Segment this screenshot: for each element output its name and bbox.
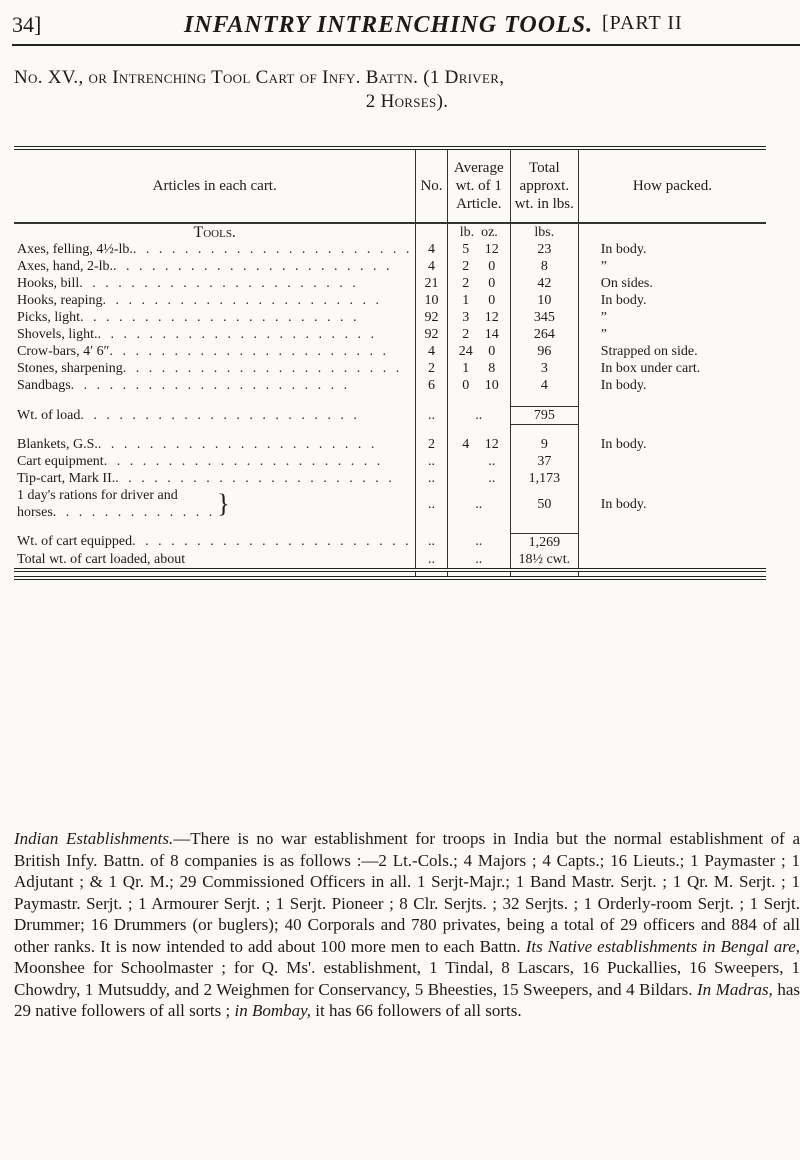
paragraph-bombay: in Bombay,: [234, 1001, 311, 1020]
packed-cell: ”: [578, 258, 766, 275]
average-weight-cell: [447, 343, 510, 360]
cell-text: Axes, hand, 2-lb.: [17, 259, 114, 274]
section-tools-label: Tools.: [193, 224, 236, 241]
cell-text: Picks, light: [17, 310, 81, 325]
article-cell: Hooks, bill . . . . . . . . . . . . . . . . . . . . . .: [17, 276, 359, 291]
cell-text: Blankets, G.S.: [17, 437, 98, 452]
packed-cell: In body.: [578, 377, 766, 394]
cell-text: Hooks, bill: [17, 276, 80, 291]
count-cell: 2: [416, 436, 447, 453]
count-cell: 92: [416, 326, 447, 343]
header-total-weight: Total approxt. wt. in lbs.: [510, 148, 578, 223]
article-cell: Hooks, reaping . . . . . . . . . . . . . . . . . . . . . .: [17, 293, 383, 308]
header-articles: Articles in each cart.: [14, 148, 416, 223]
total-weight-cell: 42: [510, 275, 578, 292]
total-weight-cell: 345: [510, 309, 578, 326]
paragraph-body-3: has 29 native followers of all sorts ;: [14, 979, 800, 1020]
table-row: [14, 258, 766, 275]
total-loaded-weight: 18½ cwt.: [510, 551, 578, 570]
average-weight-cell: [447, 436, 510, 453]
total-weight-cell: 3: [510, 360, 578, 377]
cell-text: Wt. of cart equipped: [17, 534, 133, 550]
count-cell: ..: [416, 453, 447, 470]
running-title: INFANTRY INTRENCHING TOOLS.: [184, 12, 594, 38]
bottom-rule-row: [14, 570, 766, 578]
cell-text: Tip-cart, Mark II.: [17, 471, 116, 486]
wt-cart-equipped-total: 1,269: [510, 533, 578, 551]
table-row: [14, 453, 766, 470]
packed-cell: In box under cart.: [578, 360, 766, 377]
article-cell: Cart equipment . . . . . . . . . . . . . . . . . . . . . .: [17, 454, 384, 469]
title-line-1: No. XV., or Intrenching Tool Cart of Infy. Battn. (1 Driver,: [14, 67, 505, 88]
cart-contents-table: [14, 146, 766, 580]
cell-text: Wt. of load: [17, 407, 81, 423]
table-header-row: [14, 148, 766, 223]
article-cell: Sandbags . . . . . . . . . . . . . . . . . . . . . .: [17, 378, 351, 393]
cell-text: 12: [484, 437, 499, 452]
count-cell: 4: [416, 343, 447, 360]
cell-text: Stones, sharpening: [17, 361, 123, 376]
article-cell: Stones, sharpening . . . . . . . . . . . . . . . . . . . . . .: [17, 361, 403, 376]
packed-cell: In body.: [578, 487, 766, 521]
part-label: [PART II: [602, 12, 683, 34]
packed-cell: Strapped on side.: [578, 343, 766, 360]
count-cell: ..: [416, 487, 447, 521]
table-body: [14, 223, 766, 578]
cell-text: 24: [458, 344, 473, 359]
wt-of-load-total: 795: [510, 406, 578, 424]
packed-cell: [578, 470, 766, 487]
unit-lb: lb.: [459, 225, 475, 240]
paragraph-bengal: Its Native establishments in Bengal are,: [525, 936, 800, 956]
average-weight-cell: [447, 275, 510, 292]
average-weight-cell: [447, 360, 510, 377]
header-no: No.: [416, 148, 447, 223]
total-weight-cell: 50: [510, 487, 578, 521]
cell-text: 14: [484, 327, 499, 342]
cell-text: ..: [488, 454, 496, 469]
average-weight-cell: [447, 258, 510, 275]
paragraph-body-4: it has 66 followers of all sorts.: [311, 1001, 522, 1020]
article-cell: Crow-bars, 4′ 6″ . . . . . . . . . . . . . . . . . . . . . .: [17, 344, 389, 359]
average-weight-cell: ..: [447, 487, 510, 521]
subtotal-row: [14, 533, 766, 551]
cell-text: 5: [462, 242, 470, 257]
unit-oz: oz.: [481, 225, 498, 240]
cell-text: Shovels, light.: [17, 327, 98, 342]
spacer-row: [14, 424, 766, 436]
average-weight-cell: [447, 453, 510, 470]
section-row-tools: [14, 223, 766, 241]
paragraph-body-1: —There is no war establishment for troops in India but the normal establishment of a British Infy. Battn. of 8 companies is as follows :—2 Lt.-Cols.; 4 Majors ; 4 Capts.; 16 Lieuts.; 1 Paymaster ; 1 Adjutant ; & 1 Qr. M.; 29 Commissioned Officers in all. 1 Serjt-Majr.; 1 Band Mastr. Serjt. ; 1 Qr. M. Serjt. ; 1 Paymastr. Serjt. ; 1 Armourer Serjt. ; 1 Serjt. Pioneer ; 8 Clr. Serjts. ; 32 Serjts. ; 1 Orderly-room Serjt. ; 1 Serjt. Drummer; 16 Drummers (or buglers); 40 Corporals and 780 privates, being a total of 29 officers and 884 of all other ranks. It is now intended to add about 100 more men to each Battn.: [14, 829, 800, 956]
total-weight-cell: 264: [510, 326, 578, 343]
article-cell: 1 day's rations for driver and horses . . . . . . . . . . . . . }: [17, 488, 230, 520]
header-rule: [12, 44, 800, 46]
table-row: [14, 377, 766, 394]
article-cell: Total wt. of cart loaded, about: [17, 551, 186, 567]
total-weight-cell: 23: [510, 241, 578, 258]
cell-text: 0: [488, 293, 496, 308]
count-cell: 10: [416, 292, 447, 309]
cell-text: 2: [462, 259, 470, 274]
indian-establishments-paragraph: [14, 828, 800, 1022]
cell-text: 1: [462, 361, 470, 376]
running-header: [12, 6, 800, 46]
units-lb-oz: [447, 223, 510, 241]
table-row: [14, 360, 766, 377]
total-weight-cell: 9: [510, 436, 578, 453]
header-how-packed: How packed.: [578, 148, 766, 223]
cell-text: 12: [484, 242, 499, 257]
cell-text: 1: [462, 293, 470, 308]
total-weight-cell: 10: [510, 292, 578, 309]
packed-cell: In body.: [578, 241, 766, 258]
table-row: [14, 275, 766, 292]
cell-text: horses: [17, 505, 53, 520]
cell-text: Cart equipment: [17, 454, 104, 469]
total-row: [14, 551, 766, 570]
article-cell: Picks, light . . . . . . . . . . . . . . . . . . . . . .: [17, 310, 360, 325]
article-cell: Wt. of load . . . . . . . . . . . . . . . . . . . . . .: [17, 407, 360, 423]
cell-text: 2: [462, 327, 470, 342]
count-cell: 4: [416, 241, 447, 258]
table-row: [14, 309, 766, 326]
average-weight-cell: [447, 470, 510, 487]
cell-text: 3: [462, 310, 470, 325]
spacer-row: [14, 521, 766, 533]
average-weight-cell: [447, 309, 510, 326]
total-weight-cell: 4: [510, 377, 578, 394]
paragraph-heading: Indian Establishments.: [14, 829, 174, 848]
article-cell: Shovels, light. . . . . . . . . . . . . . . . . . . . . . .: [17, 327, 378, 342]
count-cell: 92: [416, 309, 447, 326]
count-cell: 6: [416, 377, 447, 394]
paragraph-body-2: Moonshee for Schoolmaster ; for Q. Ms'. establishment, 1 Tindal, 8 Lascars, 16 Puckallies, 16 Sweepers, 1 Chowdry, 1 Mutsuddy, and 2 Weighmen for Conservancy, 5 Bheesties, 15 Sweepers, and 4 Bildars.: [14, 958, 800, 999]
cell-text: 0: [488, 259, 496, 274]
average-weight-cell: [447, 292, 510, 309]
cell-text: 10: [484, 378, 499, 393]
cell-text: Axes, felling, 4½-lb.: [17, 242, 133, 257]
cell-text: 4: [462, 437, 470, 452]
count-cell: 21: [416, 275, 447, 292]
table-row: [14, 470, 766, 487]
packed-cell: On sides.: [578, 275, 766, 292]
average-weight-cell: [447, 326, 510, 343]
packed-cell: [578, 453, 766, 470]
count-cell: 2: [416, 360, 447, 377]
count-cell: 4: [416, 258, 447, 275]
count-cell: ..: [416, 533, 447, 551]
table-row: [14, 326, 766, 343]
spacer-row: [14, 394, 766, 406]
packed-cell: ”: [578, 326, 766, 343]
table-row: [14, 343, 766, 360]
article-cell: Wt. of cart equipped . . . . . . . . . . . . . . . . . . . . . .: [17, 534, 412, 550]
cell-text: 8: [488, 361, 496, 376]
paragraph-madras: In Madras,: [697, 979, 773, 999]
average-weight-cell: ..: [447, 533, 510, 551]
count-cell: ..: [416, 551, 447, 570]
subtotal-row: [14, 406, 766, 424]
title-line-2: 2 Horses).: [365, 91, 449, 112]
cell-text: 2: [462, 276, 470, 291]
cell-text: Sandbags: [17, 378, 71, 393]
total-weight-cell: 1,173: [510, 470, 578, 487]
table-row: [14, 292, 766, 309]
count-cell: ..: [416, 406, 447, 424]
table-row: [14, 487, 766, 521]
table-title: [14, 66, 800, 114]
packed-cell: In body.: [578, 292, 766, 309]
total-weight-cell: 37: [510, 453, 578, 470]
total-weight-cell: 96: [510, 343, 578, 360]
header-average-weight: Average wt. of 1 Article.: [447, 148, 510, 223]
packed-cell: ”: [578, 309, 766, 326]
count-cell: ..: [416, 470, 447, 487]
article-cell: Axes, hand, 2-lb. . . . . . . . . . . . . . . . . . . . . . .: [17, 259, 393, 274]
cell-text: ..: [488, 471, 496, 486]
table-row: [14, 241, 766, 258]
article-cell: Axes, felling, 4½-lb. . . . . . . . . . . . . . . . . . . . . . .: [17, 242, 413, 257]
cell-text: Hooks, reaping: [17, 293, 103, 308]
cell-text: Crow-bars, 4′ 6″: [17, 344, 110, 359]
cell-text: 0: [488, 344, 496, 359]
article-cell: Blankets, G.S. . . . . . . . . . . . . . . . . . . . . . .: [17, 437, 378, 452]
cell-text: 1 day's rations for driver and: [17, 488, 178, 503]
page-number: 34]: [12, 12, 42, 37]
cell-text: 0: [462, 378, 470, 393]
average-weight-cell: [447, 377, 510, 394]
average-weight-cell: [447, 241, 510, 258]
average-weight-cell: ..: [447, 406, 510, 424]
cell-text: 0: [488, 276, 496, 291]
total-weight-cell: 8: [510, 258, 578, 275]
unit-lbs: lbs.: [510, 223, 578, 241]
average-weight-cell: ..: [447, 551, 510, 570]
article-cell: Tip-cart, Mark II. . . . . . . . . . . . . . . . . . . . . . .: [17, 471, 395, 486]
packed-cell: In body.: [578, 436, 766, 453]
cell-text: 12: [484, 310, 499, 325]
table-row: [14, 436, 766, 453]
